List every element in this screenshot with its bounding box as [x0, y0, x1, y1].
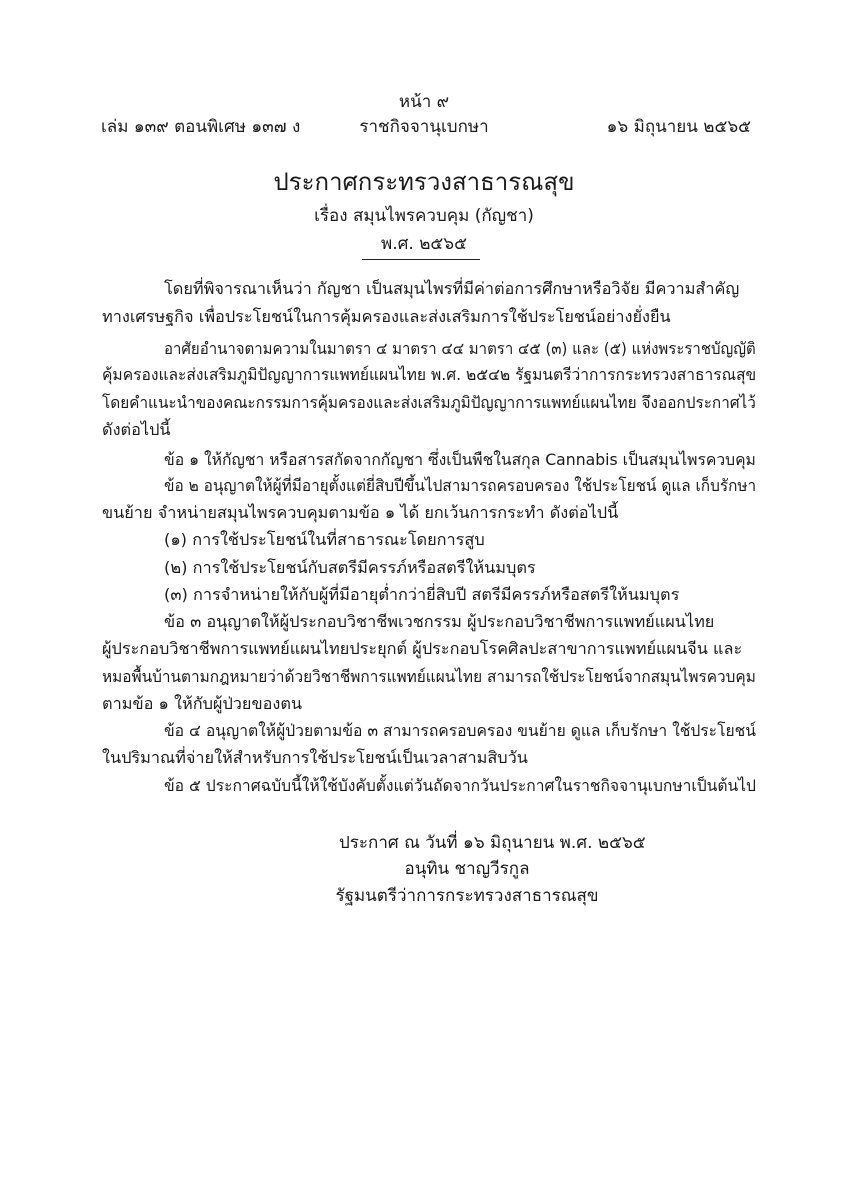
body-line: หมอพื้นบ้านตามกฎหมายว่าด้วยวิชาชีพการแพทย์แผนไทย สามารถใช้ประโยชน์จากสมุนไพรควบคุม — [102, 667, 756, 686]
gazette-name: ราชกิจจานุเบกษา — [359, 117, 489, 137]
signer-name: อนุทิน ชาญวีรกูล — [404, 859, 530, 879]
body-line: ข้อ ๕ ประกาศฉบับนี้ให้ใช้บังคับตั้งแต่วันถัดจากวันประกาศในราชกิจจานุเบกษาเป็นต้นไป — [164, 776, 756, 795]
body-line: โดยที่พิจารณาเห็นว่า กัญชา เป็นสมุนไพรที่มีค่าต่อการศึกษาหรือวิจัย มีความสำคัญ — [164, 279, 740, 298]
body-line: คุ้มครองและส่งเสริมภูมิปัญญาการแพทย์แผนไทย พ.ศ. ๒๕๔๒ รัฐมนตรีว่าการกระทรวงสาธารณสุข — [102, 365, 757, 384]
signature-date: ประกาศ ณ วันที่ ๑๖ มิถุนายน พ.ศ. ๒๕๖๕ — [339, 833, 646, 853]
body-line: (๓) การจำหน่ายให้กับผู้ที่มีอายุต่ำกว่ายี่สิบปี สตรีมีครรภ์หรือสตรีให้นมบุตร — [164, 585, 680, 604]
body-line: ดังต่อไปนี้ — [102, 420, 171, 439]
body-line: ทางเศรษฐกิจ เพื่อประโยชน์ในการคุ้มครองและส่งเสริมการใช้ประโยชน์อย่างยั่งยืน — [102, 307, 671, 326]
body-line: ขนย้าย จำหน่ายสมุนไพรควบคุมตามข้อ ๑ ได้ ยกเว้นการกระทำ ดังต่อไปนี้ — [102, 503, 619, 522]
body-line: โดยคำแนะนำของคณะกรรมการคุ้มครองและส่งเสริมภูมิปัญญาการแพทย์แผนไทย จึงออกประกาศไว้ — [102, 393, 756, 412]
body-line: อาศัยอำนาจตามความในมาตรา ๔ มาตรา ๔๔ มาตรา ๔๕ (๓) และ (๕) แห่งพระราชบัญญัติ — [164, 339, 756, 358]
gazette-volume: เล่ม ๑๓๙ ตอนพิเศษ ๑๓๗ ง — [101, 117, 301, 137]
announcement-year: พ.ศ. ๒๕๖๕ — [381, 234, 467, 254]
body-line: ข้อ ๑ ให้กัญชา หรือสารสกัดจากกัญชา ซึ่งเป็นพืชในสกุล Cannabis เป็นสมุนไพรควบคุม — [164, 450, 756, 469]
announcement-title: ประกาศกระทรวงสาธารณสุข — [273, 168, 575, 196]
title-divider — [362, 259, 480, 260]
page-number: หน้า ๙ — [398, 92, 450, 112]
body-line: ข้อ ๔ อนุญาตให้ผู้ป่วยตามข้อ ๓ สามารถครอบครอง ขนย้าย ดูแล เก็บรักษา ใช้ประโยชน์ — [164, 721, 756, 740]
body-line: (๒) การใช้ประโยชน์กับสตรีมีครรภ์หรือสตรีให้นมบุตร — [164, 558, 536, 577]
body-line: ข้อ ๓ อนุญาตให้ผู้ประกอบวิชาชีพเวชกรรม ผู้ประกอบวิชาชีพการแพทย์แผนไทย — [164, 612, 715, 631]
body-line: ข้อ ๒ อนุญาตให้ผู้ที่มีอายุตั้งแต่ยี่สิบปีขึ้นไปสามารถครอบครอง ใช้ประโยชน์ ดูแล เก็บรักษา — [164, 476, 757, 495]
announcement-subject: เรื่อง สมุนไพรควบคุม (กัญชา) — [314, 206, 534, 226]
signer-position: รัฐมนตรีว่าการกระทรวงสาธารณสุข — [335, 886, 599, 906]
body-line: (๑) การใช้ประโยชน์ในที่สาธารณะโดยการสูบ — [164, 530, 485, 549]
body-line: ตามข้อ ๑ ให้กับผู้ป่วยของตน — [102, 694, 303, 713]
body-line: ในปริมาณที่จ่ายให้สำหรับการใช้ประโยชน์เป็นเวลาสามสิบวัน — [102, 748, 528, 767]
gazette-date: ๑๖ มิถุนายน ๒๕๖๕ — [606, 117, 751, 137]
body-line: ผู้ประกอบวิชาชีพการแพทย์แผนไทยประยุกต์ ผู้ประกอบโรคศิลปะสาขาการแพทย์แผนจีน และ — [102, 639, 743, 658]
